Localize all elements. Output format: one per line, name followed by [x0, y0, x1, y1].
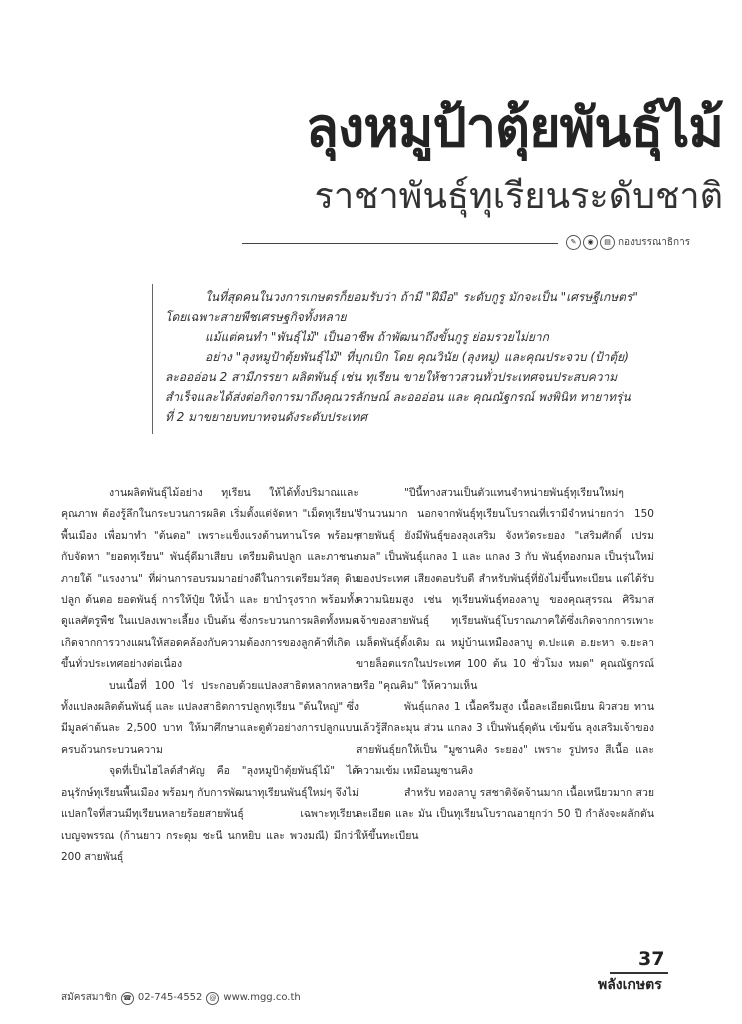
footer [61, 991, 301, 1005]
body-paragraph: บนเนื้อที่ 100 ไร่ ประกอบด้วยแปลงสาธิตหลากหลาย ทั้งแปลงผลิตต้นพันธุ์ และ แปลงสาธิตการปลูกทุเรียน "ต้นใหญ่" ซึ่งมีมูลค่าต้นละ 2,500 บาท ให้มาศึกษาและดูตัวอย่างการปลูกแบบครบถ้วนกระบวนความ [61, 679, 359, 756]
body-paragraph: จุดที่เป็นไฮไลต์สำคัญ คือ "ลุงหมูป้าตุ้ยพันธุ์ไม้" ได้อนุรักษ์ทุเรียนพื้นเมือง พร้อมๆ กับการพัฒนาทุเรียนพันธุ์ใหม่ๆ จึงไม่แปลกใจที่สวนมีทุเรียนหลายร้อยสายพันธุ์ เฉพาะทุเรียนเบญจพรรณ (ก้านยาว กระดุม ชะนี นกหยิบ และ พวงมณี) มีกว่า 200 สายพันธุ์ [61, 765, 359, 863]
article-column-right [356, 483, 654, 847]
camera-icon: ◉ [583, 235, 598, 250]
title-divider [242, 243, 558, 244]
page-number-rule [610, 972, 668, 974]
body-paragraph: "ปีนี้ทางสวนเป็นตัวแทนจำหน่ายพันธุ์ทุเรียนใหม่ๆ จำนวนมาก นอกจากพันธุ์ทุเรียนโบราณที่เรามีจำหน่ายกว่า 150 สายพันธุ์ ยังมีพันธุ์ของลุงเสริม จังหวัดระยอง "เสริมศักดิ์ เปรมกมล" เป็นพันธุ์แกลง 1 และ แกลง 3 กับ พันธุ์ทองกมล เป็นรุ่นใหม่ของประเทศ เสียงตอบรับดี สำหรับพันธุ์ที่ยังไม่ขึ้นทะเบียน แต่ได้รับความนิยมสูง เช่น ทุเรียนพันธุ์ทองลาบู ของคุณสุรรณ ศิริมาส เจ้าของสายพันธุ์ ทุเรียนพันธุ์โบราณภาคใต้ซึ่งเกิดจากการเพาะเมล็ดพันธุ์ดั้งเดิม ณ หมู่บ้านเหมืองลาบู ต.ปะแต อ.ยะหา จ.ยะลา ขายล็อตแรกในประเทศ 100 ต้น 10 ชั่วโมง หมด" คุณณัฐกรณ์ หรือ "คุณคิม" ให้ความเห็น [356, 487, 654, 692]
phone-icon: ☎ [121, 992, 134, 1005]
intro-line: แม้แต่คนทำ "พันธุ์ไม้" เป็นอาชีพ ถ้าพัฒนาถึงขั้นกูรู ย่อมรวยไม่ยาก [205, 330, 549, 344]
body-paragraph: งานผลิตพันธุ์ไม้อย่าง ทุเรียน ให้ได้ทั้งปริมาณและคุณภาพ ต้องรู้ลึกในกระบวนการผลิต เริ่มตั้งแต่จัดหา "เม็ดทุเรียน" พื้นเมือง เพื่อมาทำ "ต้นตอ" เพราะแข็งแรงต้านทานโรค พร้อมๆ กับจัดหา "ยอดทุเรียน" พันธุ์ดีมาเสียบ เตรียมดินปลูก และภาชนะ ภายใต้ "แรงงาน" ที่ผ่านการอบรมมาอย่างดีในการเตรียมวัสดุ ดินปลูก ต้นตอ ยอดพันธุ์ การให้ปุ๋ย ให้น้ำ และ ยาบำรุงราก พร้อมทั้งดูแลศัตรูพืช ในแปลงเพาะเลี้ยง เป็นต้น ซึ่งกระบวนการผลิตทั้งหมดเกิดจากการวางแผนให้สอดคล้องกับความต้องการของลูกค้าที่เกิดขึ้นทั่วประเทศอย่างต่อเนื่อง [61, 487, 359, 671]
body-paragraph: สำหรับ ทองลาบู รสชาติจัดจ้านมาก เนื้อเหนียวมาก สวย ละเอียด และ มัน เป็นทุเรียนโบราณอายุกว่า 50 ปี กำลังจะผลักดันให้ขึ้นทะเบียน [356, 786, 654, 842]
intro-line: โดยเฉพาะสายพืชเศรษฐกิจทั้งหลาย [165, 310, 347, 324]
page-number: 37 [638, 948, 665, 970]
intro-paragraph [165, 287, 710, 427]
magazine-name: พลังเกษตร [598, 977, 662, 993]
web-icon: @ [206, 992, 219, 1005]
page-icon: ▤ [600, 235, 615, 250]
intro-line: สำเร็จและได้ส่งต่อกิจการมาถึงคุณวรลักษณ์ ละอออ่อน และ คุณณัฐกรณ์ พงพินิท ทายาทรุ่น [165, 390, 631, 404]
intro-accent-bar [152, 284, 153, 434]
article-column-left [61, 483, 359, 868]
byline: กองบรรณาธิการ [618, 237, 691, 248]
intro-line: ในที่สุดคนในวงการเกษตรก็ยอมรับว่า ถ้ามี "ฝีมือ" ระดับกูรู มักจะเป็น "เศรษฐีเกษตร" [205, 290, 638, 304]
pen-icon: ✎ [566, 235, 581, 250]
subscribe-label: สมัครสมาชิก [61, 992, 117, 1003]
phone-number: 02-745-4552 [137, 992, 203, 1003]
headline-line-2: ราชาพันธุ์ทุเรียนระดับชาติ [314, 176, 723, 217]
headline-line-1: ลุงหมูป้าตุ้ยพันธุ์ไม้ [305, 96, 723, 159]
intro-line: อย่าง "ลุงหมูป้าตุ้ยพันธุ์ไม้" ที่บุกเบิก โดย คุณวินัย (ลุงหมู) และคุณประจวบ (ป้าตุ้ย) [205, 350, 629, 364]
website-link[interactable]: www.mgg.co.th [223, 992, 301, 1003]
intro-line: ละอออ่อน 2 สามีภรรยา ผลิตพันธุ์ เช่น ทุเรียน ขายให้ชาวสวนทั่วประเทศจนประสบความ [165, 370, 618, 384]
credit-icons [566, 235, 615, 251]
body-paragraph: พันธุ์แกลง 1 เนื้อครีมสูง เนื้อละเอียดเนียน ผิวสวย ทานแล้วรู้สึกละมุน ส่วน แกลง 3 เป็นพันธุ์ดุดัน เข้มข้น ลุงเสริมเจ้าของสายพันธุ์ยกให้เป็น "มูซานคิง ระยอง" เพราะ รูปทรง สีเนื้อ และ ความเข้ม เหมือนมูซานคิง [356, 701, 654, 778]
intro-line: ที่ 2 มาขยายบทบาทจนดังระดับประเทศ [165, 410, 367, 424]
